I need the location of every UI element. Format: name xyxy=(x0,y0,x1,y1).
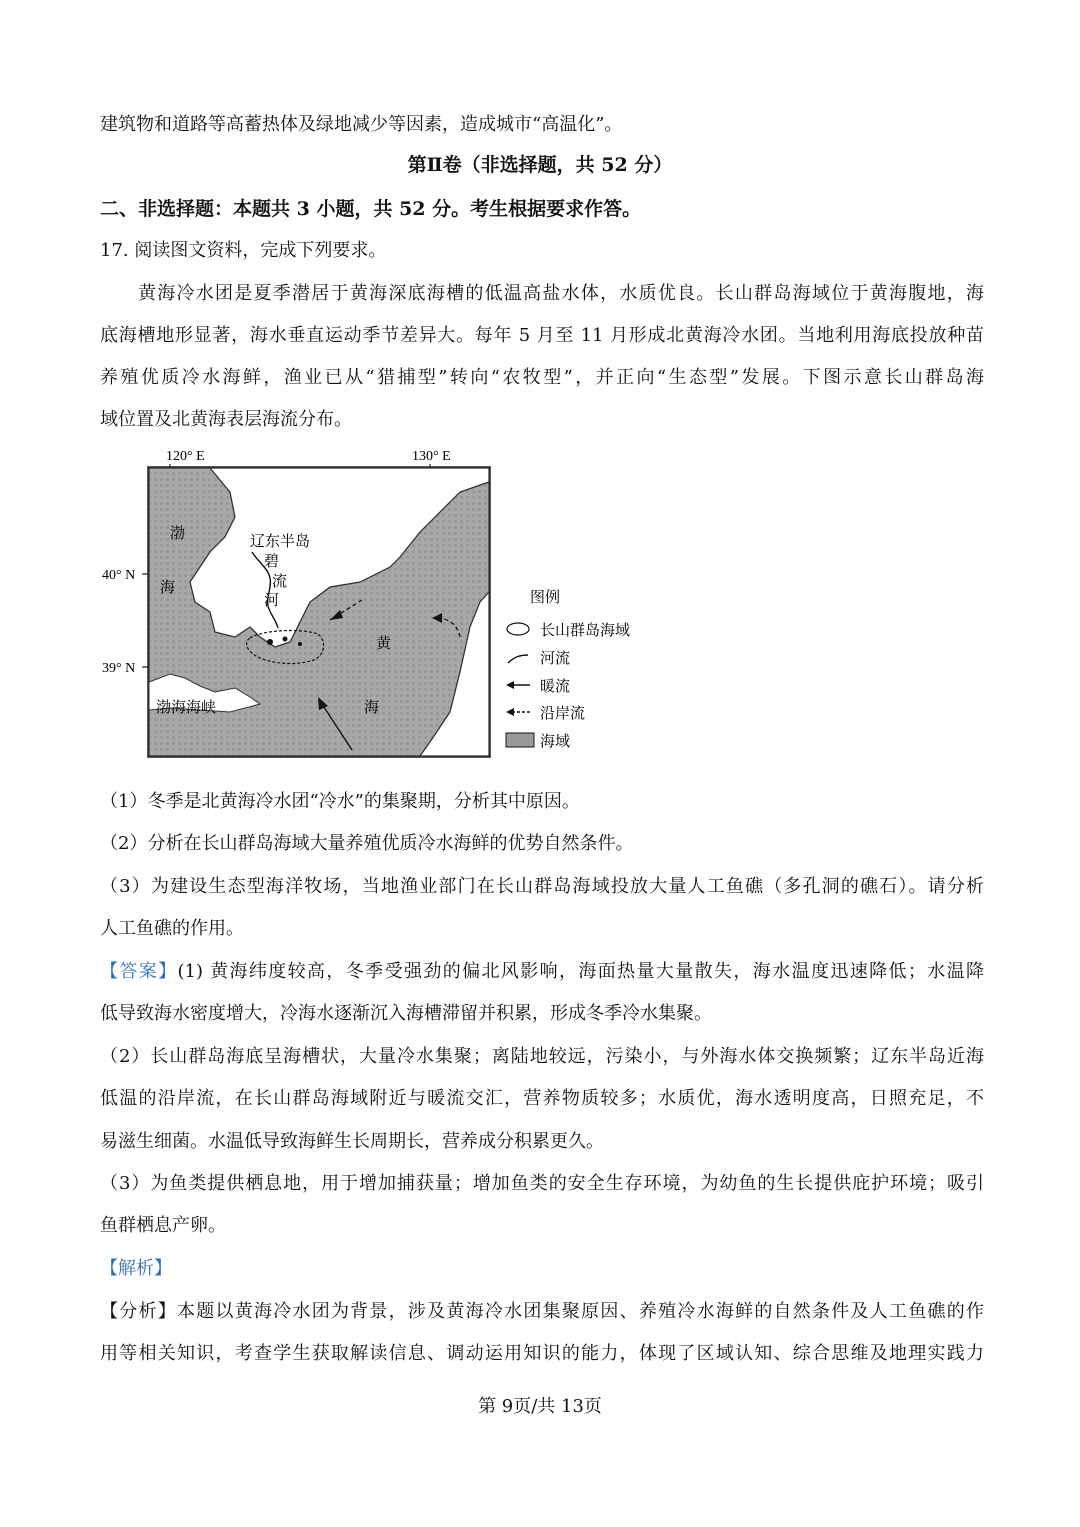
answer-line: 低导致海水密度增大，冷海水逐渐沉入海槽滞留并积累，形成冬季冷水集聚。 xyxy=(100,1003,712,1024)
legend-item: 海域 xyxy=(540,732,571,750)
label-yellow-1: 黄 xyxy=(376,634,392,652)
legend-coastal-current-head xyxy=(506,708,514,716)
section-title: 第Ⅱ卷（非选择题，共 52 分） xyxy=(407,154,673,176)
sub-question-3-cont: 人工鱼礁的作用。 xyxy=(100,918,244,939)
legend-item: 暖流 xyxy=(540,677,571,695)
fenxi-tag: 【分析】 xyxy=(100,1301,177,1322)
legend-warm-current-head xyxy=(506,681,514,689)
legend-title: 图例 xyxy=(530,588,561,606)
sub-question-3: （3）为建设生态型海洋牧场，当地渔业部门在长山群岛海域投放大量人工鱼礁（多孔洞的礁石）。请分析 xyxy=(100,876,984,897)
legend-item: 河流 xyxy=(540,649,571,667)
lon-label-120: 120° E xyxy=(166,449,205,464)
answer-line: 易滋生细菌。水温低导致海鲜生长周期长，营养成分积累更久。 xyxy=(100,1131,604,1152)
passage-line: 黄海冷水团是夏季潜居于黄海深底海槽的低温高盐水体，水质优良。长山群岛海域位于黄海腹地，海 xyxy=(138,283,984,304)
section-instruction: 二、非选择题：本题共 3 小题，共 52 分。考生根据要求作答。 xyxy=(100,198,642,220)
sub-question-2: （2）分析在长山群岛海域大量养殖优质冷水海鲜的优势自然条件。 xyxy=(100,833,634,854)
question-stem: 17. 阅读图文资料，完成下列要求。 xyxy=(100,240,387,261)
analysis-text: 本题以黄海冷水团为背景，涉及黄海冷水团集聚原因、养殖冷水海鲜的自然条件及人工鱼礁的作 xyxy=(176,1301,985,1322)
label-river-1: 碧 xyxy=(264,552,280,570)
lon-label-130: 130° E xyxy=(412,449,451,464)
legend-changshan-icon xyxy=(507,623,529,635)
analysis-line: 用等相关知识，考查学生获取解读信息、调动运用知识的能力，体现了区域认知、综合思维及地理实践力 xyxy=(100,1343,984,1364)
label-liaodong: 辽东半岛 xyxy=(250,532,311,550)
passage-line: 养殖优质冷水海鲜，渔业已从“猎捕型”转向“农牧型”，并正向“生态型”发展。下图示意长山群岛海 xyxy=(100,367,984,388)
answer-tag: 【答案】 xyxy=(100,961,178,982)
analysis-tag: 【解析】 xyxy=(100,1258,172,1279)
map-figure xyxy=(100,442,660,772)
lat-label-39: 39° N xyxy=(102,661,136,676)
legend-river-icon xyxy=(508,655,528,663)
passage-line: 底海槽地形显著，海水垂直运动季节差异大。每年 5 月至 11 月形成北黄海冷水团。当地利用海底投放种苗 xyxy=(100,325,984,346)
island xyxy=(298,642,302,646)
lat-label-40: 40° N xyxy=(102,568,136,583)
label-river-2: 流 xyxy=(272,572,288,590)
label-yellow-2: 海 xyxy=(364,698,380,716)
island xyxy=(283,637,288,642)
label-river-3: 河 xyxy=(264,591,280,609)
passage-line: 域位置及北黄海表层海流分布。 xyxy=(100,409,352,430)
label-strait: 渤海海峡 xyxy=(156,698,217,716)
answer-line: 低温的沿岸流，在长山群岛海域附近与暖流交汇，营养物质较多；水质优，海水透明度高，日照充足，不 xyxy=(100,1088,984,1109)
legend-item: 长山群岛海域 xyxy=(540,621,631,639)
page-footer: 第 9页/共 13页 xyxy=(478,1396,602,1417)
answer-line: 鱼群栖息产卵。 xyxy=(100,1215,226,1236)
legend-sea-icon xyxy=(506,733,534,747)
label-bohai-2: 海 xyxy=(160,578,176,596)
analysis-line-1 xyxy=(100,1299,984,1325)
answer-line: （2）长山群岛海底呈海槽状，大量冷水集聚；离陆地较远，污染小，与外海水体交换频繁；辽东半岛近海 xyxy=(100,1046,984,1067)
answer-text: (1) 黄海纬度较高，冬季受强劲的偏北风影响，海面热量大量散失，海水温度迅速降低；水温降 xyxy=(177,961,985,982)
label-bohai-1: 渤 xyxy=(170,524,186,542)
island xyxy=(267,639,273,645)
sub-question-1: （1）冬季是北黄海冷水团“冷水”的集聚期，分析其中原因。 xyxy=(100,791,580,812)
answer-line-1 xyxy=(100,959,984,985)
answer-line: （3）为鱼类提供栖息地，用于增加捕获量；增加鱼类的安全生存环境，为幼鱼的生长提供庇护环境；吸引 xyxy=(100,1173,984,1194)
top-text: 建筑物和道路等高蓄热体及绿地减少等因素，造成城市“高温化”。 xyxy=(100,114,623,135)
legend-item: 沿岸流 xyxy=(540,704,586,722)
